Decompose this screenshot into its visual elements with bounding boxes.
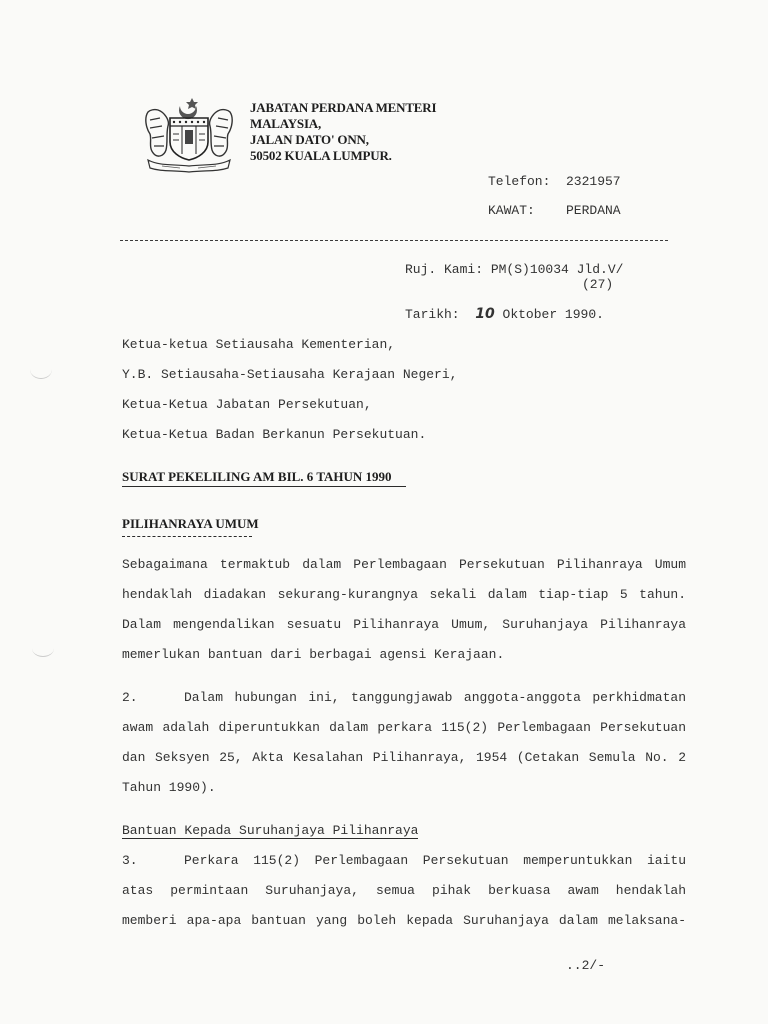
date-month-year: Oktober 1990.: [502, 307, 604, 322]
letterhead-line: 50502 KUALA LUMPUR.: [250, 148, 392, 163]
page-continuation-marker: ..2/-: [566, 958, 606, 973]
letterhead-address: [250, 100, 436, 164]
telefon-label: Telefon:: [488, 174, 551, 189]
date-line: [405, 306, 604, 322]
recipient-line: Ketua-ketua Setiausaha Kementerian,: [122, 337, 396, 352]
recipient-line: Ketua-Ketua Jabatan Persekutuan,: [122, 397, 372, 412]
kawat-value: PERDANA: [566, 203, 621, 218]
paragraph-line: dan Seksyen 25, Akta Kesalahan Pilihanraya, 1954 (Cetakan Semula No. 2: [122, 750, 686, 765]
paragraph-first-line: [122, 683, 686, 713]
paragraph-line: awam adalah diperuntukkan dalam perkara 115(2) Perlembagaan Persekutuan: [122, 720, 686, 735]
paragraph-line: Dalam hubungan ini, tanggungjawab anggota-anggota perkhidmatan: [184, 690, 686, 705]
subject-underline: [122, 536, 252, 537]
section-heading: Bantuan Kepada Suruhanjaya Pilihanraya: [122, 823, 419, 838]
paragraph-line: memberi apa-apa bantuan yang boleh kepada Suruhanjaya dalam melaksana-: [122, 913, 686, 928]
subject-heading: PILIHANRAYA UMUM: [122, 516, 259, 531]
reference-line: Ruj. Kami: PM(S)10034 Jld.V/: [405, 262, 624, 277]
letterhead-line: JALAN DATO' ONN,: [250, 132, 369, 147]
header-divider: [120, 240, 668, 241]
paragraph-number: 2.: [122, 690, 138, 705]
paragraph-line: atas permintaan Suruhanjaya, semua pihak berkuasa awam hendaklah: [122, 883, 686, 898]
title-underline: [122, 486, 406, 487]
paragraph-2: [122, 683, 686, 803]
paragraph-3: [122, 846, 686, 936]
paragraph-number: 3.: [122, 853, 138, 868]
paragraph-line: Dalam mengendalikan sesuatu Pilihanraya Umum, Suruhanjaya Pilihanraya: [122, 617, 686, 632]
paragraph-line: Tahun 1990).: [122, 780, 216, 795]
reference-number: (27): [582, 277, 614, 292]
recipient-line: Y.B. Setiausaha-Setiausaha Kerajaan Negeri,: [122, 367, 458, 382]
telefon-value: 2321957: [566, 174, 621, 189]
letterhead-line: JABATAN PERDANA MENTERI: [250, 100, 437, 115]
paragraph-1: [122, 550, 686, 670]
scan-mark: [32, 640, 54, 657]
telefon-line: [488, 174, 621, 189]
scan-mark: [30, 360, 52, 379]
circular-title: SURAT PEKELILING AM BIL. 6 TAHUN 1990: [122, 469, 392, 484]
kawat-line: [488, 203, 621, 218]
date-day-handwritten: 10: [475, 306, 495, 322]
letterhead-line: MALAYSIA,: [250, 116, 322, 131]
date-label: Tarikh:: [405, 307, 460, 322]
coat-of-arms-icon: [140, 94, 238, 174]
recipient-line: Ketua-Ketua Badan Berkanun Persekutuan.: [122, 427, 427, 442]
paragraph-line: Sebagaimana termaktub dalam Perlembagaan Persekutuan Pilihanraya Umum: [122, 557, 686, 572]
paragraph-line: hendaklah diadakan sekurang-kurangnya sekali dalam tiap-tiap 5 tahun.: [122, 587, 686, 602]
paragraph-line: memerlukan bantuan dari berbagai agensi Kerajaan.: [122, 647, 505, 662]
paragraph-line: Perkara 115(2) Perlembagaan Persekutuan memperuntukkan iaitu: [184, 853, 686, 868]
paragraph-first-line: [122, 846, 686, 876]
kawat-label: KAWAT:: [488, 203, 535, 218]
